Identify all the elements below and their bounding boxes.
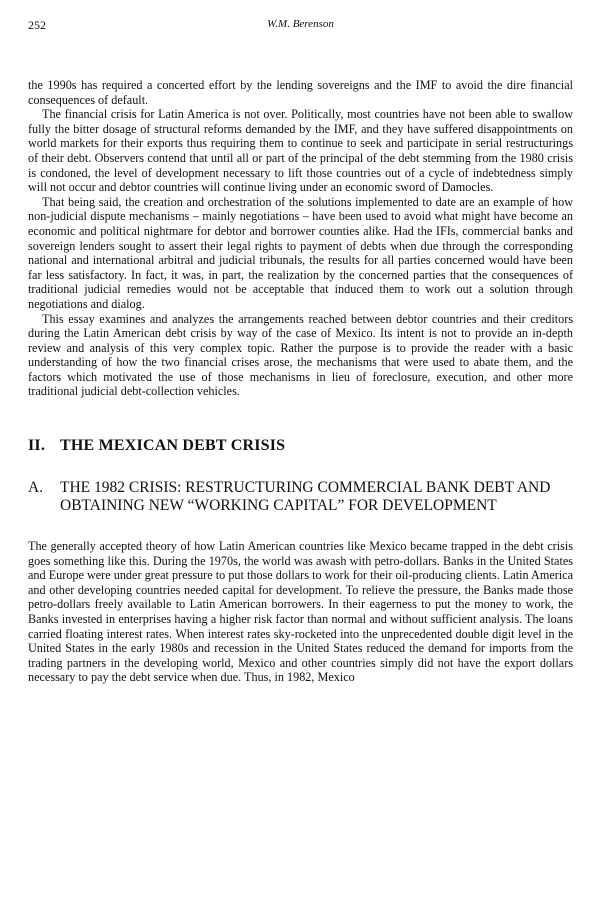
paragraph: The financial crisis for Latin America is not over. Politically, most countries have not been able to swallow fully the bitter dosage of structural reforms demanded by the IMF, and they have suffered disappointments on world markets for their exports thus requiring them to continue to seek and participate in serial restructurings of their debt. Observers contend that until all or part of the principal of the debt stemming from the 1980 crisis is condoned, the level of development necessary to lift those countries out of a cycle of indebtedness simply will not occur and debtor countries will continue living under an economic sword of Damocles. [28,107,573,195]
paragraph: This essay examines and analyzes the arrangements reached between debtor countries and their creditors during the Latin American debt crisis by way of the case of Mexico. Its intent is not to provide an in-depth review and analysis of this very complex topic. Rather the purpose is to provide the reader with a basic understanding of how the two financial crises arose, the mechanisms that were used to abate them, and the factors which motivated the use of those mechanisms in lieu of foreclosure, execution, and other more traditional judicial debt-collection vehicles. [28,311,573,399]
subsection-body [28,539,573,685]
subsection-number: A. [28,479,44,497]
page-header [28,18,573,38]
section-number: II. [28,437,46,455]
body-text [28,78,573,399]
subsection-title: THE 1982 CRISIS: RESTRUCTURING COMMERCIAL BANK DEBT AND OBTAINING NEW “WORKING CAPITAL” FOR DEVELOPMENT [60,479,551,515]
paragraph: the 1990s has required a concerted effort by the lending sovereigns and the IMF to avoid the dire financial consequences of default. [28,78,573,107]
paragraph: That being said, the creation and orchestration of the solutions implemented to date are an example of how non-judicial dispute mechanisms – mainly negotiations – have been used to avoid what might have become an economic and political nightmare for debtor and borrower counties alike. Had the IFIs, commercial banks and sovereign lenders sought to assert their legal rights to payment of debts when due through the corresponding national and international arbitral and judicial tribunals, the results for all parties concerned would have been far less satisfactory. In fact, it was, in part, the realization by the concerned parties that the consequences of traditional judicial remedies would not be acceptable that induced them to work out a solution through negotiations and dialog. [28,194,573,311]
section-heading [28,437,573,455]
page-number: 252 [28,18,46,32]
subsection-heading [28,479,573,515]
document-page [28,18,573,685]
running-head: W.M. Berenson [267,18,334,30]
section-title: THE MEXICAN DEBT CRISIS [60,437,286,455]
paragraph: The generally accepted theory of how Latin American countries like Mexico became trapped in the debt crisis goes something like this. During the 1970s, the world was awash with petro-dollars. Banks in the United States and Europe were under great pressure to put those dollars to work for their oil-producing clients. Latin America and other developing countries needed capital for development. To relieve the pressure, the Banks made those petro-dollars freely available to Latin American borrowers. In their eagerness to put the money to work, the Banks invested in enterprises having a higher risk factor than normal and without sufficient analysis. The loans carried floating interest rates. When interest rates sky-rocketed into the unprecedented double digit level in the United States in the early 1980s and recession in the United States reduced the demand for imports from the trading partners in the developing world, Mexico and other countries simply did not have the export dollars necessary to pay the debt service when due. Thus, in 1982, Mexico [28,539,573,685]
